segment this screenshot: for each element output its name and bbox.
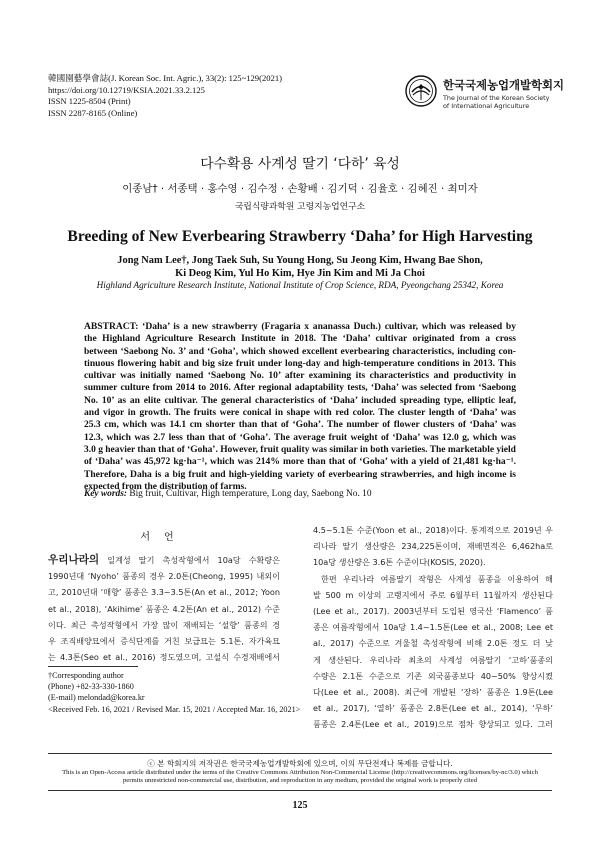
footnote-corresponding: †Corresponding author (48, 671, 124, 680)
intro-line: 4.5~5.1톤 수준(Yoon et al., 2018)이다. 통계적으로 2019년 우 (313, 525, 553, 535)
footnote-email[interactable]: (E-mail) melondad@korea.kr (48, 693, 145, 703)
license-line: This is an Open-Access article distributed under the terms of the Creative Commons Attribution Non-Commercial License (http://creativecommons.org/licenses/by-nc/3.0) which (62, 769, 538, 776)
korean-title: 다수확용 사계성 딸기 ‘다하’ 육성 (200, 156, 400, 172)
english-title: Breeding of New Everbearing Strawberry ‘Daha’ for High Harvesting (67, 228, 533, 245)
license-notice-english (0, 769, 600, 786)
abstract-line: expected from the distribution of farms. (84, 480, 247, 492)
abstract-line: the Highland Agriculture Research Institute in 2018. The ‘Daha’ cultivar originated from a cross (84, 333, 516, 345)
footnote-phone: (Phone) +82-33-330-1860 (48, 682, 134, 692)
issn-print: ISSN 1225-8504 (Print) (48, 96, 131, 107)
intro-line: 우 조직배양묘에서 증식단계를 거친 보급묘는 5.1톤, 자가육묘 (48, 636, 280, 647)
intro-line: 고, 2010년대 ‘매향’ 품종은 3.3~3.5톤(An et al., 2012; Yoon (48, 587, 280, 598)
intro-line: 품종은 2.4톤(Lee et al., 2019)으로 점차 향상되고 있다. 그러 (313, 719, 553, 730)
society-name-english-1: The Journal of the Korean Society (443, 94, 550, 102)
intro-line: 종은 여름작형에서 10a당 1.4~1.5톤(Lee et al., 2008; Lee et (313, 622, 553, 633)
keywords (84, 489, 372, 499)
abstract-line: and vigor in growth. The fruits were conical in shape with red color. The cluster length of ‘Daha’ was (84, 407, 516, 419)
abstract-line: tinuous flowering habit and big size fruit under long-day and high-temperature conditions in 2013. This (84, 357, 516, 369)
abstract-line: of ‘Daha’ was 45,972 kg·ha⁻¹, which was 214% more than that of ‘Goha’ with a yield of 21,481 kg·ha⁻¹. (84, 456, 516, 468)
keywords-list: Big fruit, Cultivar, High temperature, Long day, Saebong No. 10 (129, 489, 372, 499)
doi-link[interactable]: https://doi.org/10.12719/KSIA.2021.33.2.125 (48, 84, 205, 95)
intro-line: 다(Lee et al., 2008). 최근에 개발된 ‘장하’ 품종은 1.9톤(Lee (313, 687, 553, 698)
intro-line: 1990년대 ‘Nyoho’ 품종의 경우 2.0톤(Cheong, 1995) 내외이 (48, 571, 280, 582)
english-authors-line: Ki Deog Kim, Yul Ho Kim, Hye Jin Kim and Mi Ja Choi (175, 267, 425, 279)
intro-column-left (48, 552, 280, 665)
intro-line: 게 생산된다. 우리나라 최초의 사계성 여름딸기 ‘고하’품종의 (313, 654, 553, 665)
english-authors (0, 255, 600, 280)
license-rule-top (48, 753, 552, 754)
license-line: permits unrestricted non-commercial use, distribution, and reproduction in any medium, provided the original work is properly cited (122, 777, 478, 785)
abstract (84, 321, 516, 493)
abstract-line: Therefore, Daha is a big fruit and high-yielding variety of everbearing strawberries, and high income is (84, 468, 516, 480)
intro-line: et al., 2018), ‘Akihime’ 품종은 4.2톤(An et al., 2012) 수준 (48, 603, 280, 614)
abstract-line: 12.3, which was 2.7 less than that of ‘Goha’. The average fruit weight of ‘Daha’ was 12.0 g, which was (84, 431, 516, 443)
intro-column-right (313, 522, 553, 733)
english-authors-line: Jong Nam Lee†, Jong Taek Suh, Su Young Hong, Su Jeong Kim, Hwang Bae Shon, (117, 255, 483, 266)
footnote (48, 670, 300, 715)
journal-citation: 韓國園藝學會誌(J. Korean Soc. Int. Agric.), 33(2): 125~129(2021) (48, 73, 283, 83)
korean-affiliation: 국립식량과학원 고령지농업연구소 (234, 202, 366, 212)
abstract-line: summer culture from 2014 to 2016. After regional adaptability tests, ‘Daha’ was selected from ‘Saebong (84, 382, 516, 394)
abstract-line: No. 10’ as an elite cultivar. The general characteristics of ‘Daha’ included spreading type, elliptic leaf, (84, 394, 516, 406)
license-rule-bottom (48, 790, 552, 791)
intro-line: 리나라 딸기 생산량은 234,225톤이며, 재배면적은 6,462ha로 (313, 541, 553, 552)
keywords-label: Key words: (84, 489, 127, 499)
abstract-line: ABSTRACT: ‘Daha’ is a new strawberry (Fragaria x ananassa Duch.) cultivar, which was released by (84, 321, 516, 332)
society-name-english-2: of International Agriculture (443, 102, 530, 110)
english-affiliation: Highland Agriculture Research Institute, National Institute of Crop Science, RDA, Pyeongchang 25342, Korea (96, 280, 504, 290)
intro-line: 는 4.3톤(Seo et al., 2016) 정도였으며, 고설식 수경재배에서 (48, 652, 280, 663)
footnote-dates: <Received Feb. 16, 2021 / Revised Mar. 15, 2021 / Accepted Mar. 16, 2021> (48, 704, 301, 714)
intro-line: et al., 2017), ‘열하’ 품종은 2.8톤(Lee et al., 2014), ‘무하’ (313, 703, 553, 714)
intro-line: 이다. 최근 촉성작형에서 가장 많이 재배되는 ‘설향’ 품종의 경 (48, 619, 280, 630)
page-number: 125 (292, 800, 308, 811)
society-emblem-icon (405, 75, 437, 107)
intro-line: 한편 우리나라 여름딸기 작형은 사계성 품종을 이용하여 해 (321, 573, 553, 584)
intro-lead-word: 우리나라의 (48, 554, 100, 566)
issn-online: ISSN 2287-8165 (Online) (48, 107, 138, 118)
intro-line-text: 일계성 딸기 촉성작형에서 10a당 수확량은 (99, 555, 280, 565)
intro-line: al., 2017) 수준으로 겨울철 촉성작형에 비해 2.0톤 정도 더 낮 (313, 638, 553, 649)
society-logo-block (405, 75, 565, 117)
intro-line: (Lee et al., 2017). 2003년부터 도입된 영국산 ‘Flamenco’ 품 (313, 606, 553, 617)
korean-authors: 이종남† · 서종택 · 홍수영 · 김수정 · 손황배 · 김기덕 · 김율호 · 김혜진 · 최미자 (122, 183, 478, 195)
intro-line: 발 500 m 이상의 고랭지에서 주로 6월부터 11월까지 생산된다 (313, 589, 553, 600)
copyright-notice-korean: ⓒ 본 학회지의 저작권은 한국국제농업개발학회에 있으며, 이의 무단전재나 복제를 금합니다. (147, 759, 453, 768)
abstract-line: 25.3 cm, which was 14.1 cm shorter than that of ‘Goha’. The number of flower clusters of ‘Daha’ was (84, 419, 516, 431)
footnote-divider (48, 666, 138, 667)
intro-line: 수량은 2.1톤 수준으로 기존 외국품종보다 40~50% 향상시켰 (313, 670, 553, 681)
abstract-line: cultivar was initially named ‘Saebong No. 10’ after examining its characteristics and productivity in (84, 370, 516, 382)
abstract-line: between ‘Saebong No. 3’ and ‘Goha’, which showed excellent everbearing characteristics, including con- (84, 345, 516, 357)
intro-line: 10a당 생산량은 3.6톤 수준이다(KOSIS, 2020). (313, 557, 486, 568)
intro-line (48, 552, 280, 568)
section-title-introduction: 서언 (140, 532, 188, 543)
abstract-line: 3.0 g heavier than that of ‘Goha’. However, fruit quality was similar in both varieties. The marketable yield (84, 443, 516, 455)
society-name-korean: 한국국제농업개발학회지 (443, 78, 565, 92)
journal-citation-block (48, 73, 282, 119)
